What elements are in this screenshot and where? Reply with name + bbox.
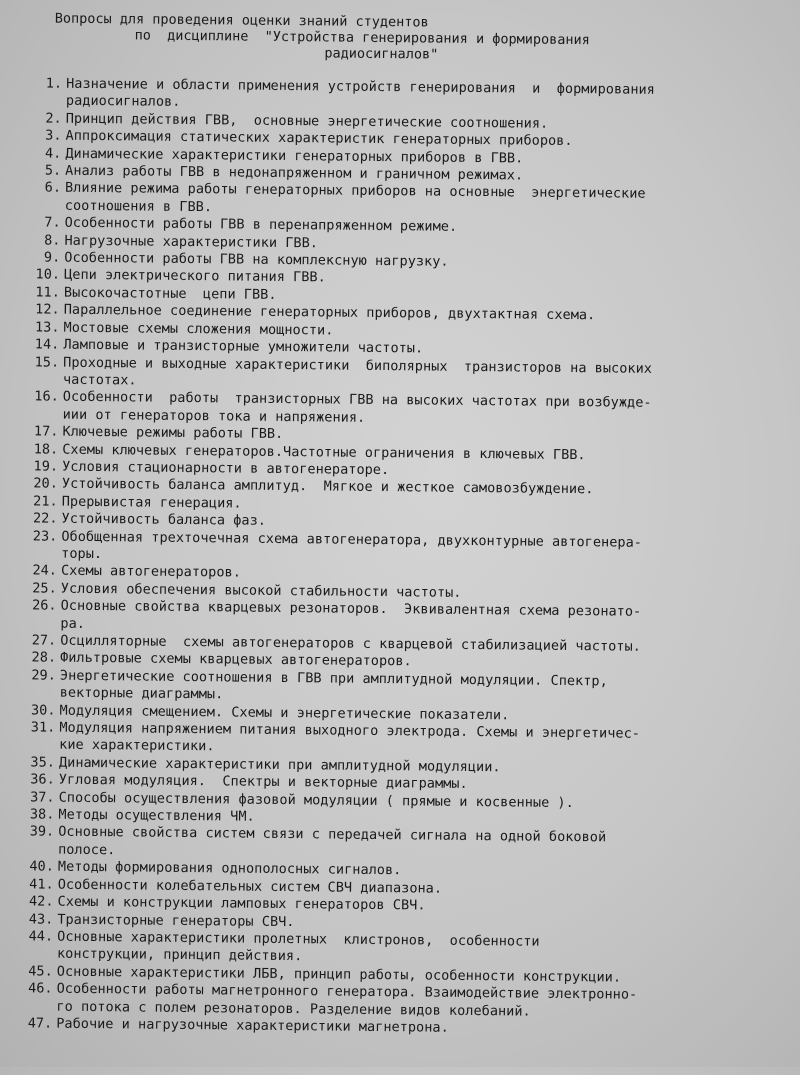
question-text: Проходные и выходные характеристики биполярных транзисторов на высоких частотах. [62, 354, 653, 389]
question-number: 24. [32, 562, 58, 580]
document-header [0, 10, 800, 66]
question-number: 36. [30, 771, 55, 788]
question-number: 10. [35, 266, 61, 284]
question-number: 1. [45, 75, 63, 92]
header-line-3: радиосигналов" [324, 45, 439, 63]
question-number: 18. [33, 440, 59, 458]
question-text: Устойчивость баланса амплитуд. Мягкое и жесткое самовозбуждение. [61, 476, 594, 498]
question-number: 8. [44, 232, 61, 249]
question-number: 13. [34, 319, 60, 336]
question-number: 9. [43, 249, 61, 266]
question-text: Схемы и конструкции ламповых генераторов СВЧ. [57, 893, 426, 914]
question-number: 44. [28, 928, 54, 945]
question-text: Схемы ключевых генераторов.Частотные ограничения в ключевых ГВВ. [62, 441, 586, 463]
question-number: 12. [35, 301, 60, 318]
question-text: Методы осуществления ЧМ. [58, 806, 255, 825]
question-text: Модуляция напряжением питания выходного электрода. Схемы и энергетичес- кие характеристики. [59, 719, 641, 755]
question-number: 4. [44, 145, 62, 162]
question-list [0, 75, 799, 1041]
question-number: 31. [30, 719, 56, 736]
question-number: 29. [31, 667, 57, 684]
question-text: Динамические характеристики генераторных приборов в ГВВ. [65, 145, 524, 167]
question-number: 19. [33, 458, 59, 475]
question-number: 3. [45, 127, 62, 144]
question-number: 37. [30, 789, 55, 806]
question-text: Фильтровые схемы кварцевых автогенераторов. [60, 650, 412, 670]
question-text: Модуляция смещением. Схемы и энергетические показатели. [59, 702, 510, 723]
question-text: Нагрузочные характеристики ГВВ. [64, 232, 319, 251]
question-number: 11. [35, 284, 61, 301]
question-text: Основные свойства кварцевых резонаторов. Эквивалентная схема резонато- ра. [60, 597, 642, 632]
question-text: Аппроксимация статических характеристик генераторных приборов. [65, 127, 573, 150]
question-number: 5. [44, 162, 62, 179]
question-text: Ключевые режимы работы ГВВ. [62, 423, 284, 443]
question-text: Методы формирования однополосных сигналов. [57, 858, 402, 879]
question-text: Высокочастотные цепи ГВВ. [63, 284, 277, 303]
question-text: Особенности работы транзисторных ГВВ на высоких частотах при возбужде- иии от генераторов тока и напряжения. [62, 388, 652, 426]
header-line-2: по дисциплине "Устройства генерирования и формирования [134, 27, 590, 49]
question-text: Условия стационарности в автогенераторе. [62, 458, 390, 479]
question-number: 43. [28, 910, 54, 928]
question-number: 30. [30, 701, 56, 719]
header-line-1: Вопросы для проведения оценки знаний студентов [54, 10, 429, 31]
question-text: Особенности работы ГВВ на комплексную нагрузку. [64, 249, 449, 270]
question-text: Принцип действия ГВВ, основные энергетические соотношения. [65, 110, 549, 132]
question-text: Динамические характеристики при амплитудной модуляции. [58, 754, 501, 776]
question-number: 25. [32, 580, 57, 597]
question-number: 22. [32, 510, 58, 527]
question-text: Особенности колебательных систем СВЧ диапазона. [57, 876, 443, 897]
question-number: 39. [29, 823, 55, 841]
question-text: Угловая модуляция. Спектры и векторные диаграммы. [58, 771, 468, 793]
question-number: 7. [44, 214, 61, 231]
question-number: 15. [34, 353, 60, 371]
question-text: Транзисторные генераторы СВЧ. [57, 911, 295, 930]
question-number: 20. [33, 475, 59, 492]
question-text: Устойчивость баланса фаз. [61, 510, 267, 529]
question-number: 23. [32, 527, 58, 545]
question-number: 41. [29, 876, 54, 893]
question-text: Основные свойства систем связи с передачей сигнала на одной боковой полосе. [58, 824, 607, 859]
question-text: Способы осуществления фазовой модуляции ( прямые и косвенные ). [58, 789, 574, 811]
question-text: Основные характеристики пролетных клистронов, особенности конструкции, принцип действия. [56, 928, 540, 965]
question-number: 46. [28, 980, 53, 997]
question-text: Энергетические соотношения в ГВВ при амплитудной модуляции. Спектр, векторные диаграммы. [59, 667, 608, 703]
question-number: 47. [27, 1015, 53, 1032]
question-number: 14. [34, 336, 60, 353]
question-text: Особенности работы магнетронного генератора. Взаимодействие электронно- го потока с полем резонаторов. Разделение видов колебаний. [56, 980, 638, 1020]
question-text: Прерывистая генерация. [61, 493, 242, 512]
question-number: 16. [34, 388, 59, 405]
question-number: 17. [33, 423, 59, 440]
question-number: 26. [32, 597, 57, 614]
question-text: Мостовые схемы сложения мощности. [63, 319, 334, 339]
question-number: 38. [29, 806, 55, 823]
question-text: Обобщенная трехточечная схема автогенератора, двухконтурные автогенера- торы. [61, 528, 643, 563]
question-text: Параллельное соединение генераторных приборов, двухтактная схема. [63, 301, 596, 324]
question-number: 45. [28, 963, 53, 980]
question-text: Схемы автогенераторов. [60, 563, 242, 581]
question-number: 27. [31, 632, 57, 649]
question-number: 6. [44, 179, 62, 197]
question-number: 40. [29, 858, 55, 875]
question-text: Рабочие и нагрузочные характеристики магнетрона. [56, 1015, 449, 1036]
question-number: 42. [28, 893, 54, 910]
question-text: Осцилляторные схемы автогенераторов с кварцевой стабилизацией частоты. [60, 632, 641, 655]
question-text: Условия обеспечения высокой стабильности частоты. [60, 580, 462, 601]
question-text: Назначение и области применения устройств генерирования и формирования радиосигналов. [65, 75, 655, 111]
question-text: Особенности работы ГВВ в перенапряженном режиме. [64, 214, 458, 236]
question-number: 35. [30, 754, 56, 771]
question-text: Цепи электрического питания ГВВ. [64, 267, 326, 286]
question-text: Основные характеристики ЛБВ, принцип работы, особенности конструкции. [56, 963, 622, 986]
question-text: Влияние режима работы генераторных приборов на основные энергетические соотношения в ГВВ. [64, 180, 646, 216]
question-number: 2. [45, 110, 62, 127]
question-number: 28. [31, 649, 57, 667]
question-text: Анализ работы ГВВ в недонапряженном и граничном режимах. [65, 162, 524, 184]
question-number: 21. [33, 493, 58, 510]
question-text: Ламповые и транзисторные умножители частоты. [63, 336, 424, 357]
